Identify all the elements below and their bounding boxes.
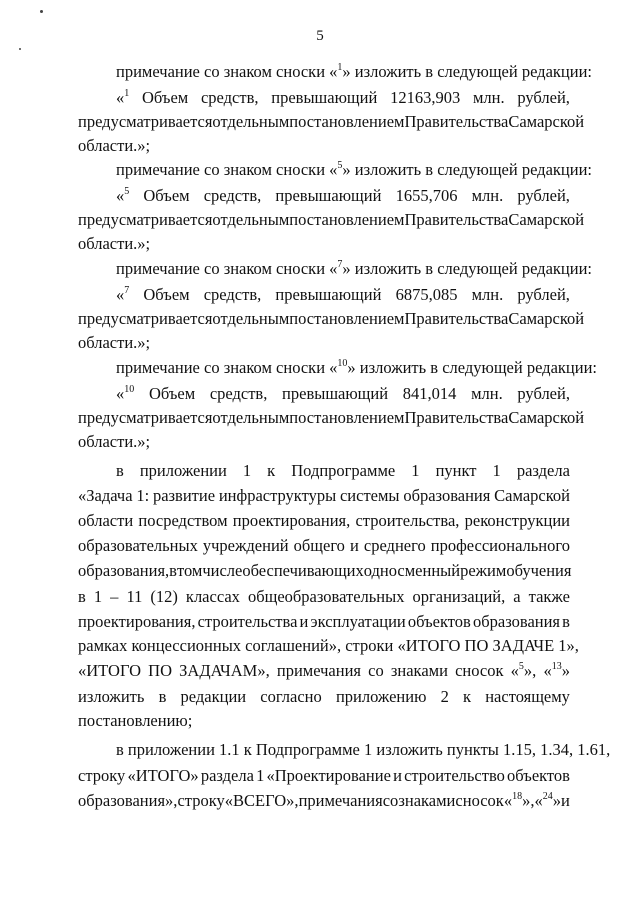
- text-line: [116, 186, 570, 206]
- text-line: [78, 587, 570, 607]
- word: средств,: [203, 186, 262, 205]
- text-line: рамках концессионных соглашений», строки «ИТОГО ПО ЗАДАЧЕ 1»,: [78, 636, 579, 655]
- text-line: примечание со знаком сноски «$^7$» изложить в следующей редакции:: [116, 258, 592, 278]
- word: 1: [411, 461, 420, 480]
- word: образования: [403, 486, 491, 505]
- word: 841,014: [402, 384, 457, 403]
- word: области: [78, 511, 134, 530]
- word: в: [562, 612, 570, 631]
- word: образования: [472, 612, 561, 631]
- word: строку: [78, 766, 126, 785]
- text-line: [78, 408, 585, 428]
- word: раздела: [200, 766, 254, 785]
- word: образования,: [78, 561, 170, 580]
- page-number: 5: [316, 28, 324, 44]
- word: пункт: [435, 461, 477, 480]
- text-line: [78, 661, 570, 681]
- footnote-mark: 18: [512, 790, 523, 802]
- word: постановлением: [289, 112, 405, 131]
- text-line: [78, 309, 585, 329]
- footnote-mark: 24: [542, 790, 553, 802]
- word: к: [267, 461, 276, 480]
- word: и: [349, 536, 359, 555]
- word: рублей,: [517, 186, 570, 205]
- text-line: области.»;: [78, 136, 151, 155]
- word: обеспечивающих: [242, 561, 364, 580]
- text-line: примечание со знаком сноски «$^1$» изложить в следующей редакции:: [116, 61, 592, 81]
- text-line: в приложении 1.1 к Подпрограмме 1 изложить пункты 1.15, 1.34, 1.61,: [116, 740, 611, 759]
- word: и: [561, 791, 570, 810]
- text-line: [116, 461, 570, 481]
- word: Самарской: [508, 408, 585, 427]
- scan-speck: [40, 10, 43, 13]
- word: образовательных: [78, 536, 198, 555]
- word: Объем: [142, 88, 189, 107]
- word: 1: [242, 461, 252, 480]
- word: организаций,: [412, 587, 506, 606]
- word: и: [299, 612, 309, 631]
- word: отдельным: [212, 210, 290, 229]
- footnote-mark: 10: [124, 383, 135, 395]
- word: сносок: [455, 791, 504, 810]
- word: числе: [202, 561, 243, 580]
- footnote-mark: 1: [124, 87, 130, 99]
- word: превышающий: [275, 285, 382, 304]
- word: «ИТОГО: [78, 661, 141, 680]
- word: «$^{10}$: [116, 383, 135, 403]
- word: Подпрограмме: [291, 461, 396, 480]
- word: 1: [492, 461, 501, 480]
- word: в: [116, 461, 124, 480]
- word: млн.: [471, 186, 504, 205]
- word: Правительства: [404, 309, 509, 328]
- word: общего: [293, 536, 345, 555]
- text-line: [78, 561, 570, 581]
- text-line: [78, 210, 585, 230]
- word: «Проектирование: [266, 766, 391, 785]
- word: сносок: [455, 661, 504, 680]
- text-line: [78, 791, 570, 811]
- word: 1: [256, 766, 265, 785]
- word: раздела: [516, 461, 570, 480]
- word: и: [393, 766, 402, 785]
- word: посредством: [138, 511, 228, 530]
- word: проектирования,: [232, 511, 351, 530]
- text-line: области.»;: [78, 333, 151, 352]
- word: системы: [339, 486, 400, 505]
- word: «$^1$: [116, 87, 130, 107]
- word: 2: [440, 687, 449, 706]
- word: Правительства: [404, 210, 509, 229]
- word: Правительства: [404, 112, 509, 131]
- word: превышающий: [271, 88, 378, 107]
- text-line: примечание со знаком сноски «$^5$» изложить в следующей редакции:: [116, 159, 592, 179]
- word: объектов: [407, 612, 471, 631]
- word: млн.: [471, 384, 503, 403]
- word: со: [382, 791, 399, 810]
- word: профессионального: [430, 536, 570, 555]
- word: режим: [460, 561, 507, 580]
- word: Объем: [143, 186, 190, 205]
- word: постановлением: [289, 210, 405, 229]
- text-line: [116, 384, 570, 404]
- word: Самарской: [508, 112, 585, 131]
- text-line: постановлению;: [78, 711, 193, 730]
- word: средств,: [203, 285, 262, 304]
- word: Самарской: [508, 210, 585, 229]
- word: 1:: [136, 486, 150, 505]
- footnote-mark: 13: [551, 660, 562, 672]
- word: приложении: [139, 461, 227, 480]
- word: «$^5$: [116, 185, 130, 205]
- word: среднего: [363, 536, 426, 555]
- word: обучения: [506, 561, 572, 580]
- word: в: [158, 687, 167, 706]
- word: 12163,903: [390, 88, 461, 107]
- word: реконструкции: [464, 511, 570, 530]
- footnote-mark: 5: [337, 159, 343, 171]
- footnote-mark: 7: [337, 258, 343, 270]
- word: односменный: [363, 561, 461, 580]
- word: 1655,706: [395, 186, 458, 205]
- word: 1: [93, 587, 103, 606]
- word: строительство: [404, 766, 505, 785]
- word: инфраструктуры: [218, 486, 337, 505]
- word: «Задача: [78, 486, 133, 505]
- word: также: [528, 587, 570, 606]
- word: рублей,: [517, 285, 570, 304]
- word: предусматривается: [78, 408, 213, 427]
- word: предусматривается: [78, 112, 213, 131]
- word: 11: [126, 587, 143, 606]
- word: том: [176, 561, 203, 580]
- word: Объем: [143, 285, 190, 304]
- word: рублей,: [517, 88, 570, 107]
- word: отдельным: [212, 309, 290, 328]
- footnote-mark: 1: [337, 61, 343, 73]
- word: средств,: [200, 88, 259, 107]
- word: проектирования,: [78, 612, 196, 631]
- word: млн.: [472, 88, 505, 107]
- text-line: [116, 88, 570, 108]
- word: знаками: [398, 791, 456, 810]
- word: в: [169, 561, 177, 580]
- word: отдельным: [212, 112, 290, 131]
- word: изложить: [78, 687, 145, 706]
- text-line: [78, 536, 570, 556]
- word: –: [110, 587, 119, 606]
- word: 6875,085: [395, 285, 458, 304]
- word: «$^7$: [116, 284, 130, 304]
- word: «ВСЕГО»,: [224, 791, 299, 810]
- text-line: [78, 511, 570, 531]
- word: млн.: [471, 285, 504, 304]
- word: а: [513, 587, 521, 606]
- text-line: примечание со знаком сноски «$^{10}$» изложить в следующей редакции:: [116, 357, 597, 377]
- word: «$^{18}$»,: [503, 790, 535, 810]
- word: приложению: [335, 687, 427, 706]
- word: рублей,: [517, 384, 570, 403]
- word: предусматривается: [78, 210, 213, 229]
- word: согласно: [260, 687, 322, 706]
- word: в: [78, 587, 86, 606]
- word: примечания: [298, 791, 383, 810]
- text-line: [78, 687, 570, 707]
- word: «$^{24}$»: [534, 790, 562, 810]
- word: постановлением: [289, 309, 405, 328]
- footnote-mark: 5: [124, 185, 130, 197]
- word: превышающий: [275, 186, 382, 205]
- word: отдельным: [212, 408, 290, 427]
- word: Объем: [148, 384, 196, 403]
- word: постановлением: [289, 408, 405, 427]
- word: Самарской: [508, 309, 585, 328]
- text-line: [78, 112, 585, 132]
- word: образования»,: [78, 791, 178, 810]
- text-line: [78, 766, 570, 786]
- text-line: области.»;: [78, 432, 151, 451]
- word: со: [368, 661, 384, 680]
- word: «$^{13}$»: [543, 660, 570, 680]
- word: Самарской: [494, 486, 570, 505]
- word: объектов: [507, 766, 570, 785]
- word: строительства,: [355, 511, 460, 530]
- text-line: области.»;: [78, 234, 151, 253]
- word: превышающий: [282, 384, 389, 403]
- word: (12): [150, 587, 178, 606]
- word: к: [463, 687, 472, 706]
- word: «ИТОГО»: [127, 766, 199, 785]
- word: настоящему: [485, 687, 570, 706]
- word: эксплуатации: [310, 612, 406, 631]
- text-line: [78, 486, 570, 506]
- text-line: [78, 612, 570, 632]
- footnote-mark: 10: [337, 357, 348, 369]
- word: развитие: [152, 486, 216, 505]
- word: классах: [185, 587, 240, 606]
- word: общеобразовательных: [247, 587, 405, 606]
- word: учреждений: [202, 536, 289, 555]
- word: строку: [177, 791, 225, 810]
- word: «$^5$»,: [510, 660, 537, 680]
- footnote-mark: 7: [124, 284, 130, 296]
- word: ПО: [148, 661, 172, 680]
- word: предусматривается: [78, 309, 213, 328]
- word: примечания: [276, 661, 361, 680]
- footnote-mark: 5: [518, 660, 524, 672]
- scan-speck: [19, 48, 21, 50]
- word: средств,: [209, 384, 268, 403]
- word: редакции: [180, 687, 247, 706]
- word: строительства: [197, 612, 298, 631]
- word: знаками: [390, 661, 448, 680]
- word: ЗАДАЧАМ»,: [179, 661, 270, 680]
- text-line: [116, 285, 570, 305]
- word: Правительства: [404, 408, 509, 427]
